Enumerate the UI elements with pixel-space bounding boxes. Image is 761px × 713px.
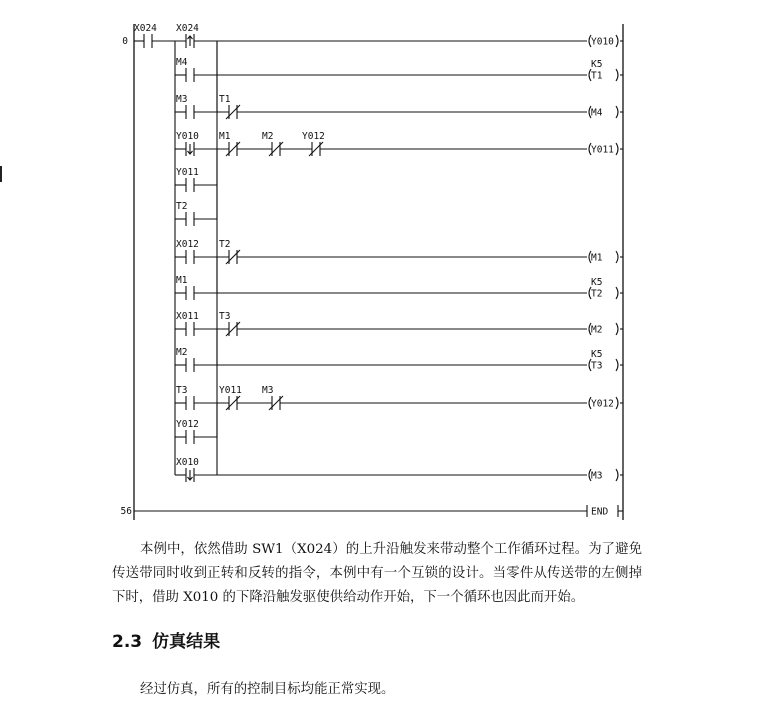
coil-1-right-bracket	[616, 69, 618, 81]
contact-8-1-label: T3	[219, 311, 231, 322]
coil-2-right-bracket	[616, 106, 618, 118]
contact-3-3-label: Y012	[302, 131, 325, 142]
coil-9-label: T3	[591, 360, 603, 372]
coil-10-label: Y012	[591, 398, 614, 410]
contact-3-1-label: M1	[219, 131, 231, 142]
coil-1-label: T1	[591, 70, 603, 82]
contact-5-0-label: T2	[176, 201, 188, 212]
contact-10-2-label: M3	[262, 385, 274, 396]
contact-11-0-label: Y012	[176, 419, 199, 430]
contact-0-0-label: X024	[134, 23, 157, 34]
contact-4-0-label: Y011	[176, 167, 199, 178]
contact-1-0-label: M4	[176, 57, 188, 68]
coil-2-label: M4	[591, 107, 603, 119]
step-number-end: 56	[120, 506, 132, 517]
coil-8-label: M2	[591, 324, 603, 336]
contact-3-0-fall-arrow	[188, 144, 193, 154]
contact-0-1-rise-arrow	[188, 36, 193, 46]
coil-0-label: Y010	[591, 36, 614, 48]
coil-6-right-bracket	[616, 251, 618, 263]
contact-10-0-label: T3	[176, 385, 188, 396]
section-heading	[112, 627, 220, 652]
contact-2-0-label: M3	[176, 94, 188, 105]
paragraph-description: 本例中，依然借助 SW1（X024）的上升沿触发来带动整个工作循环过程。为了避免传送带同时收到正转和反转的指令，本例中有一个互锁的设计。当零件从传送带的左侧掉下时，借助 X010 的下降沿触发驱使供给动作开始，下一个循环也因此而开始。	[112, 542, 642, 605]
section-title: 仿真结果	[152, 632, 221, 652]
contact-10-1-label: Y011	[219, 385, 242, 396]
contact-3-2-label: M2	[262, 131, 274, 142]
coil-3-right-bracket	[616, 143, 618, 155]
end-instruction-label: END	[591, 506, 609, 518]
section-number: 2.3	[112, 632, 143, 652]
coil-12-label: M3	[591, 470, 603, 482]
contact-12-0-label: X010	[176, 457, 199, 468]
coil-7-label: T2	[591, 288, 603, 300]
coil-3-label: Y011	[591, 144, 614, 156]
paragraph-result: 经过仿真，所有的控制目标均能正常实现。	[140, 682, 395, 697]
coil-12-right-bracket	[616, 469, 618, 481]
contact-9-0-label: M2	[176, 347, 188, 358]
coil-7-setting: K5	[591, 277, 603, 288]
coil-0-right-bracket	[616, 35, 618, 47]
coil-9-setting: K5	[591, 349, 603, 360]
contact-12-0-fall-arrow	[188, 470, 193, 480]
contact-8-0-label: X011	[176, 311, 199, 322]
contact-6-0-label: X012	[176, 239, 199, 250]
coil-8-right-bracket	[616, 323, 618, 335]
contact-0-1-label: X024	[176, 23, 199, 34]
contact-2-1-label: T1	[219, 94, 231, 105]
coil-1-setting: K5	[591, 59, 603, 70]
contact-6-1-label: T2	[219, 239, 231, 250]
contact-7-0-label: M1	[176, 275, 188, 286]
coil-9-right-bracket	[616, 359, 618, 371]
page-edge-mark	[0, 166, 2, 182]
coil-7-right-bracket	[616, 287, 618, 299]
coil-10-right-bracket	[616, 397, 618, 409]
step-number-start: 0	[122, 36, 128, 47]
coil-6-label: M1	[591, 252, 603, 264]
contact-3-0-label: Y010	[176, 131, 199, 142]
